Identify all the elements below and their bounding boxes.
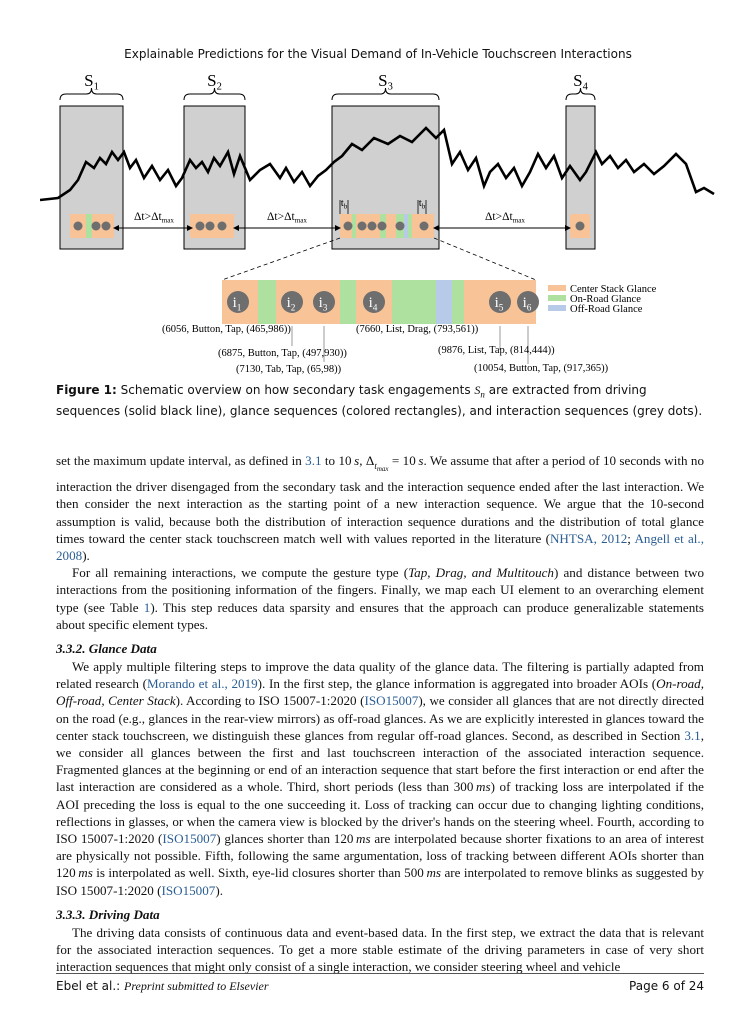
cite-link[interactable]: ISO15007 [364,693,419,709]
interaction-annotation: (10054, Button, Tap, (917,365)) [474,363,609,374]
interaction-dot [378,222,387,231]
segment-label: $S_1$ [84,71,99,93]
interaction-label: $i_4$ [368,295,378,314]
interaction-label: $i_5$ [494,295,504,314]
interaction-dot [396,222,405,231]
interaction-dot [420,222,429,231]
legend-label: Off-Road Glance [570,304,643,315]
caption-symbol-sub: n [480,389,485,400]
section-heading-driving-data: 3.3.3. Driving Data [56,906,160,922]
paragraph-max-update: set the maximum update interval, as defined in 3.1 to 10 s, $\Delta_{tmax} = 10$ s. We assume that after a period of 10 seconds with no interaction the driver disengaged from the secondary task and the interaction sequence ended after the last interaction. We then consider the next interaction as the starting point of a new interaction sequence. We argue that the 10-second assumption is valid, because both the distribution of interaction sequence durations and the distribution of total glance times toward the center stack touchscreen match well with values reported in the literature (NHTSA, 2012; Angell et al., 2008). [56,453,705,564]
caption-text-a: Schematic overview on how secondary task engagements [120,383,471,397]
interaction-label: $i_1$ [232,295,242,314]
cite-link[interactable]: ISO15007 [162,831,217,847]
zoom-glance-onroad [452,280,464,324]
paragraph-gesture-type: For all remaining interactions, we compute the gesture type (Tap, Drag, and Multitouch) and distance between two interactions from the positioning information of the fingers. Finally, we map each UI element to an overarching element type (see Table 1). This step reduces data sparsity and ensures that the approach can produce generalizable statements about specific element types. [56,565,704,632]
zoom-glance-onroad [258,280,276,324]
interaction-dot [368,222,377,231]
glance-onroad [86,214,92,238]
section-heading-glance-data: 3.3.2. Glance Data [56,641,157,657]
interaction-dot [74,222,83,231]
zoom-glance-offroad [436,280,452,324]
caption-symbol: S [474,383,481,397]
glance-onroad [408,214,412,238]
segment-label: $S_2$ [207,71,222,93]
schematic-figure [40,60,716,378]
legend-swatch [548,285,566,291]
cite-link[interactable]: NHTSA, 2012 [549,530,628,546]
ref-link[interactable]: 3.1 [305,453,322,468]
tb-label: $t_b$ [418,197,426,211]
interaction-annotation: (9876, List, Tap, (814,444)) [438,345,555,356]
ref-link[interactable]: 3.1 [684,727,701,743]
glance-offroad [404,214,408,238]
glance-center [386,214,396,238]
cite-link[interactable]: ISO15007 [161,882,216,898]
cite-link[interactable]: Morando et al., 2019 [146,676,258,692]
interaction-label: $i_6$ [522,295,532,314]
interaction-label: $i_2$ [286,295,296,314]
body-text [56,452,704,975]
segment-label: $S_4$ [573,71,588,93]
footer-page-number: Page 6 of 24 [629,979,704,993]
interaction-annotation: (7130, Tab, Tap, (65,98)) [236,364,342,375]
legend-swatch [548,305,566,311]
footer-left: Ebel et al.: Preprint submitted to Elsevier [56,979,269,993]
zoom-glance-onroad [392,280,436,324]
cite-link[interactable]: Angell et al., 2008 [56,530,704,564]
glance-onroad [352,214,356,238]
figure-caption [56,382,704,420]
interaction-label: $i_3$ [318,295,328,314]
paragraph-glance-data: We apply multiple filtering steps to improve the data quality of the glance data. The filtering is partially adapted from related research (Morando et al., 2019). In the first step, the glance information is aggregated into broader AOIs (On-road, Off-road, Center Stack). According to ISO 15007-1:2020 (ISO15007), we consider all glances that are not directly directed on the road (e.g., glances in the rear-view mirrors) as off-road glances. As we are explicitly interested in glances toward the center stack touchscreen, we distinguish these glances from regular off-road glances. Second, as described in Section 3.1, we consider all glances between the first and last touchscreen interaction of the associated interaction sequence. Fragmented glances at the beginning or end of an interaction sequence that start before the first interaction or end after the last interaction are considered as a whole. Third, short periods (less than 300 ms) of tracking loss are interpolated if the AOI preceding the loss is equal to the one succeeding it. Loss of tracking can occur due to changing lighting conditions, reflections in glasses, or when the camera view is blocked by the driver's hands on the steering wheel. Fourth, according to ISO 15007-1:2020 (ISO15007) glances shorter than 120 ms are interpolated because shorter fixations to an area of interest are physically not possible. Fifth, following the same argumentation, loss of tracking between different AOIs shorter than 120 ms is interpolated as well. Sixth, eye-lid closures shorter than 500 ms are interpolated to remove blinks as suggested by ISO 15007-1:2020 (ISO15007). [56,659,705,898]
interaction-dot [218,222,227,231]
interaction-dot [196,222,205,231]
legend-swatch [548,295,566,301]
gap-label: $\Delta t>\Delta t_{max}$ [267,211,307,225]
interaction-annotation: (6875, Button, Tap, (497,930)) [218,348,347,359]
interaction-annotation: (6056, Button, Tap, (465,986)) [162,324,291,335]
caption-text-b: are extracted from driving sequences (solid black line), glance sequences (colored rectangles), and interaction sequences (grey dots). [56,383,703,419]
interaction-dot [206,222,215,231]
zoom-glance-onroad [340,280,356,324]
interaction-dot [576,222,585,231]
legend-label: Center Stack Glance [570,284,657,295]
interaction-dot [92,222,101,231]
interaction-dot [358,222,367,231]
zoom-guide [434,238,536,280]
tb-label: $t_b$ [340,197,348,211]
ref-link[interactable]: 1 [143,599,151,615]
legend-label: On-Road Glance [570,294,641,305]
interaction-dot [344,222,353,231]
interaction-annotation: (7660, List, Drag, (793,561)) [356,324,479,335]
running-header: Explainable Predictions for the Visual Demand of In-Vehicle Touchscreen Interactions [124,47,632,61]
gap-label: $\Delta t>\Delta t_{max}$ [134,211,174,225]
segment-label: $S_3$ [378,71,393,93]
caption-label: Figure 1: [56,383,117,397]
interaction-dot [102,222,111,231]
gap-label: $\Delta t>\Delta t_{max}$ [485,211,525,225]
paragraph-driving-data: The driving data consists of continuous data and event-based data. In the first step, we extract the data that is relevant for the associated interaction sequences. To get a more stable estimate of the driving parameters in case of very short interaction sequences that might only consist of a single interaction, we consider steering wheel and vehicle [56,924,704,975]
footer-rule [56,973,704,974]
